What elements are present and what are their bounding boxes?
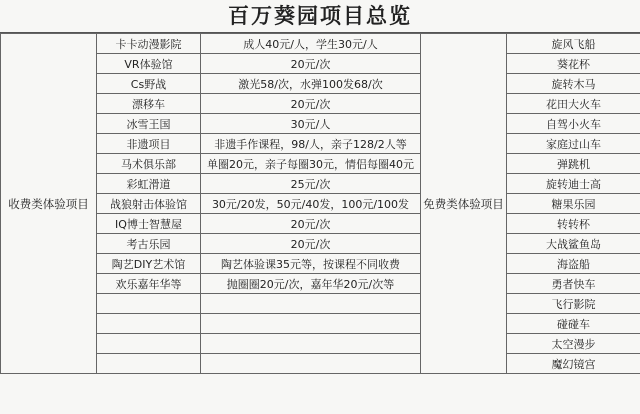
free-item-name: 花田大火车 — [507, 94, 640, 114]
paid-item-price: 20元/次 — [201, 54, 421, 74]
table-row — [1, 114, 640, 134]
paid-item-name: VR体验馆 — [97, 54, 201, 74]
paid-item-price: 单圈20元，亲子每圈30元，情侣每圈40元 — [201, 154, 421, 174]
paid-item-price: 激光58/次，水弹100发68/次 — [201, 74, 421, 94]
paid-item-name: 考古乐园 — [97, 234, 201, 254]
empty-cell — [201, 334, 421, 354]
paid-item-name: 欢乐嘉年华等 — [97, 274, 201, 294]
empty-cell — [201, 354, 421, 374]
paid-item-name: 战狼射击体验馆 — [97, 194, 201, 214]
table-row — [1, 234, 640, 254]
table-row — [1, 294, 640, 314]
table-row — [1, 214, 640, 234]
paid-category-label: 收费类体验项目 — [1, 34, 97, 374]
paid-item-price: 25元/次 — [201, 174, 421, 194]
table-row — [1, 54, 640, 74]
free-item-name: 海盗船 — [507, 254, 640, 274]
free-item-name: 勇者快车 — [507, 274, 640, 294]
empty-cell — [97, 294, 201, 314]
paid-item-name: 卡卡动漫影院 — [97, 34, 201, 54]
table-row — [1, 334, 640, 354]
table-row — [1, 314, 640, 334]
table-row — [1, 254, 640, 274]
paid-item-price: 30元/20发，50元/40发，100元/100发 — [201, 194, 421, 214]
paid-item-name: 非遗项目 — [97, 134, 201, 154]
free-item-name: 旋转迪士高 — [507, 174, 640, 194]
attraction-table — [0, 33, 640, 374]
table-row — [1, 194, 640, 214]
free-item-name: 糖果乐园 — [507, 194, 640, 214]
paid-item-price: 成人40元/人，学生30元/人 — [201, 34, 421, 54]
paid-item-price: 非遗手作课程，98/人，亲子128/2人等 — [201, 134, 421, 154]
table-row — [1, 354, 640, 374]
free-item-name: 飞行影院 — [507, 294, 640, 314]
free-item-name: 自驾小火车 — [507, 114, 640, 134]
paid-item-name: IQ博士智慧屋 — [97, 214, 201, 234]
paid-item-price: 30元/人 — [201, 114, 421, 134]
table-row — [1, 274, 640, 294]
table-row — [1, 34, 640, 54]
empty-cell — [201, 314, 421, 334]
paid-item-name: 陶艺DIY艺术馆 — [97, 254, 201, 274]
paid-item-name: 漂移车 — [97, 94, 201, 114]
empty-cell — [97, 334, 201, 354]
table-row — [1, 134, 640, 154]
page-title: 百万葵园项目总览 — [0, 0, 640, 33]
free-category-label: 免费类体验项目 — [421, 34, 507, 374]
paid-item-name: Cs野战 — [97, 74, 201, 94]
free-item-name: 旋风飞船 — [507, 34, 640, 54]
free-item-name: 葵花杯 — [507, 54, 640, 74]
table-row — [1, 154, 640, 174]
free-item-name: 碰碰车 — [507, 314, 640, 334]
free-item-name: 魔幻镜宫 — [507, 354, 640, 374]
table-row — [1, 174, 640, 194]
free-item-name: 转转杯 — [507, 214, 640, 234]
empty-cell — [97, 314, 201, 334]
paid-item-price: 抛圈圈20元/次，嘉年华20元/次等 — [201, 274, 421, 294]
paid-item-name: 马术俱乐部 — [97, 154, 201, 174]
free-item-name: 旋转木马 — [507, 74, 640, 94]
empty-cell — [97, 354, 201, 374]
table-row — [1, 94, 640, 114]
paid-item-name: 冰雪王国 — [97, 114, 201, 134]
paid-item-price: 20元/次 — [201, 94, 421, 114]
table-row — [1, 74, 640, 94]
free-item-name: 家庭过山车 — [507, 134, 640, 154]
paid-item-price: 20元/次 — [201, 234, 421, 254]
paid-item-name: 彩虹滑道 — [97, 174, 201, 194]
paid-item-price: 20元/次 — [201, 214, 421, 234]
free-item-name: 大战鲨鱼岛 — [507, 234, 640, 254]
empty-cell — [201, 294, 421, 314]
free-item-name: 弹跳机 — [507, 154, 640, 174]
paid-item-price: 陶艺体验课35元等，按课程不同收费 — [201, 254, 421, 274]
free-item-name: 太空漫步 — [507, 334, 640, 354]
